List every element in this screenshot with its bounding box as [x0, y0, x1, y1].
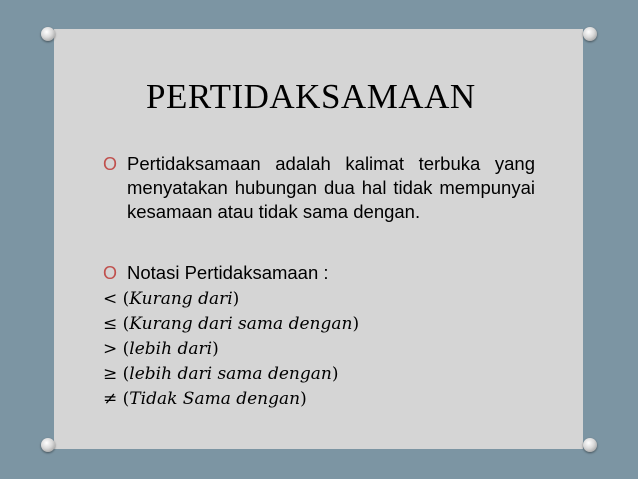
notation-less-than	[103, 287, 239, 311]
corner-rivet-bottom-right	[583, 438, 597, 452]
notation-text: Tidak Sama dengan	[129, 389, 301, 409]
notation-symbol: <	[103, 289, 118, 309]
notation-open-paren: (	[122, 364, 130, 384]
bullet-marker: O	[103, 154, 118, 174]
notation-symbol: ≠	[103, 389, 118, 409]
notation-close-paren: )	[331, 364, 339, 384]
notation-not-equal	[103, 387, 307, 411]
corner-rivet-top-left	[41, 27, 55, 41]
notation-text: lebih dari	[129, 339, 213, 359]
bullet-notation-heading	[103, 261, 535, 285]
notation-open-paren: (	[122, 339, 130, 359]
notation-text: lebih dari sama dengan	[129, 364, 332, 384]
bullet-definition	[103, 152, 535, 224]
notation-less-equal	[103, 312, 359, 336]
notation-open-paren: (	[122, 389, 130, 409]
notation-text: Kurang dari	[129, 289, 233, 309]
corner-rivet-bottom-left	[41, 438, 55, 452]
bullet-text: Notasi Pertidaksamaan :	[127, 262, 329, 283]
bullet-marker: O	[103, 263, 118, 283]
notation-greater-equal	[103, 362, 338, 386]
notation-text: Kurang dari sama dengan	[129, 314, 353, 334]
notation-close-paren: )	[352, 314, 360, 334]
notation-symbol: ≤	[103, 314, 118, 334]
bullet-text: Pertidaksamaan adalah kalimat terbuka yang menyatakan hubungan dua hal tidak mempunyai kesamaan atau tidak sama dengan.	[127, 153, 535, 222]
slide-title: PERTIDAKSAMAAN	[146, 77, 476, 116]
notation-greater-than	[103, 337, 219, 361]
corner-rivet-top-right	[583, 27, 597, 41]
notation-close-paren: )	[232, 289, 240, 309]
notation-symbol: ≥	[103, 364, 118, 384]
notation-close-paren: )	[212, 339, 219, 359]
notation-symbol: >	[103, 339, 118, 359]
notation-open-paren: (	[122, 289, 130, 309]
notation-close-paren: )	[300, 389, 307, 409]
notation-open-paren: (	[122, 314, 130, 334]
